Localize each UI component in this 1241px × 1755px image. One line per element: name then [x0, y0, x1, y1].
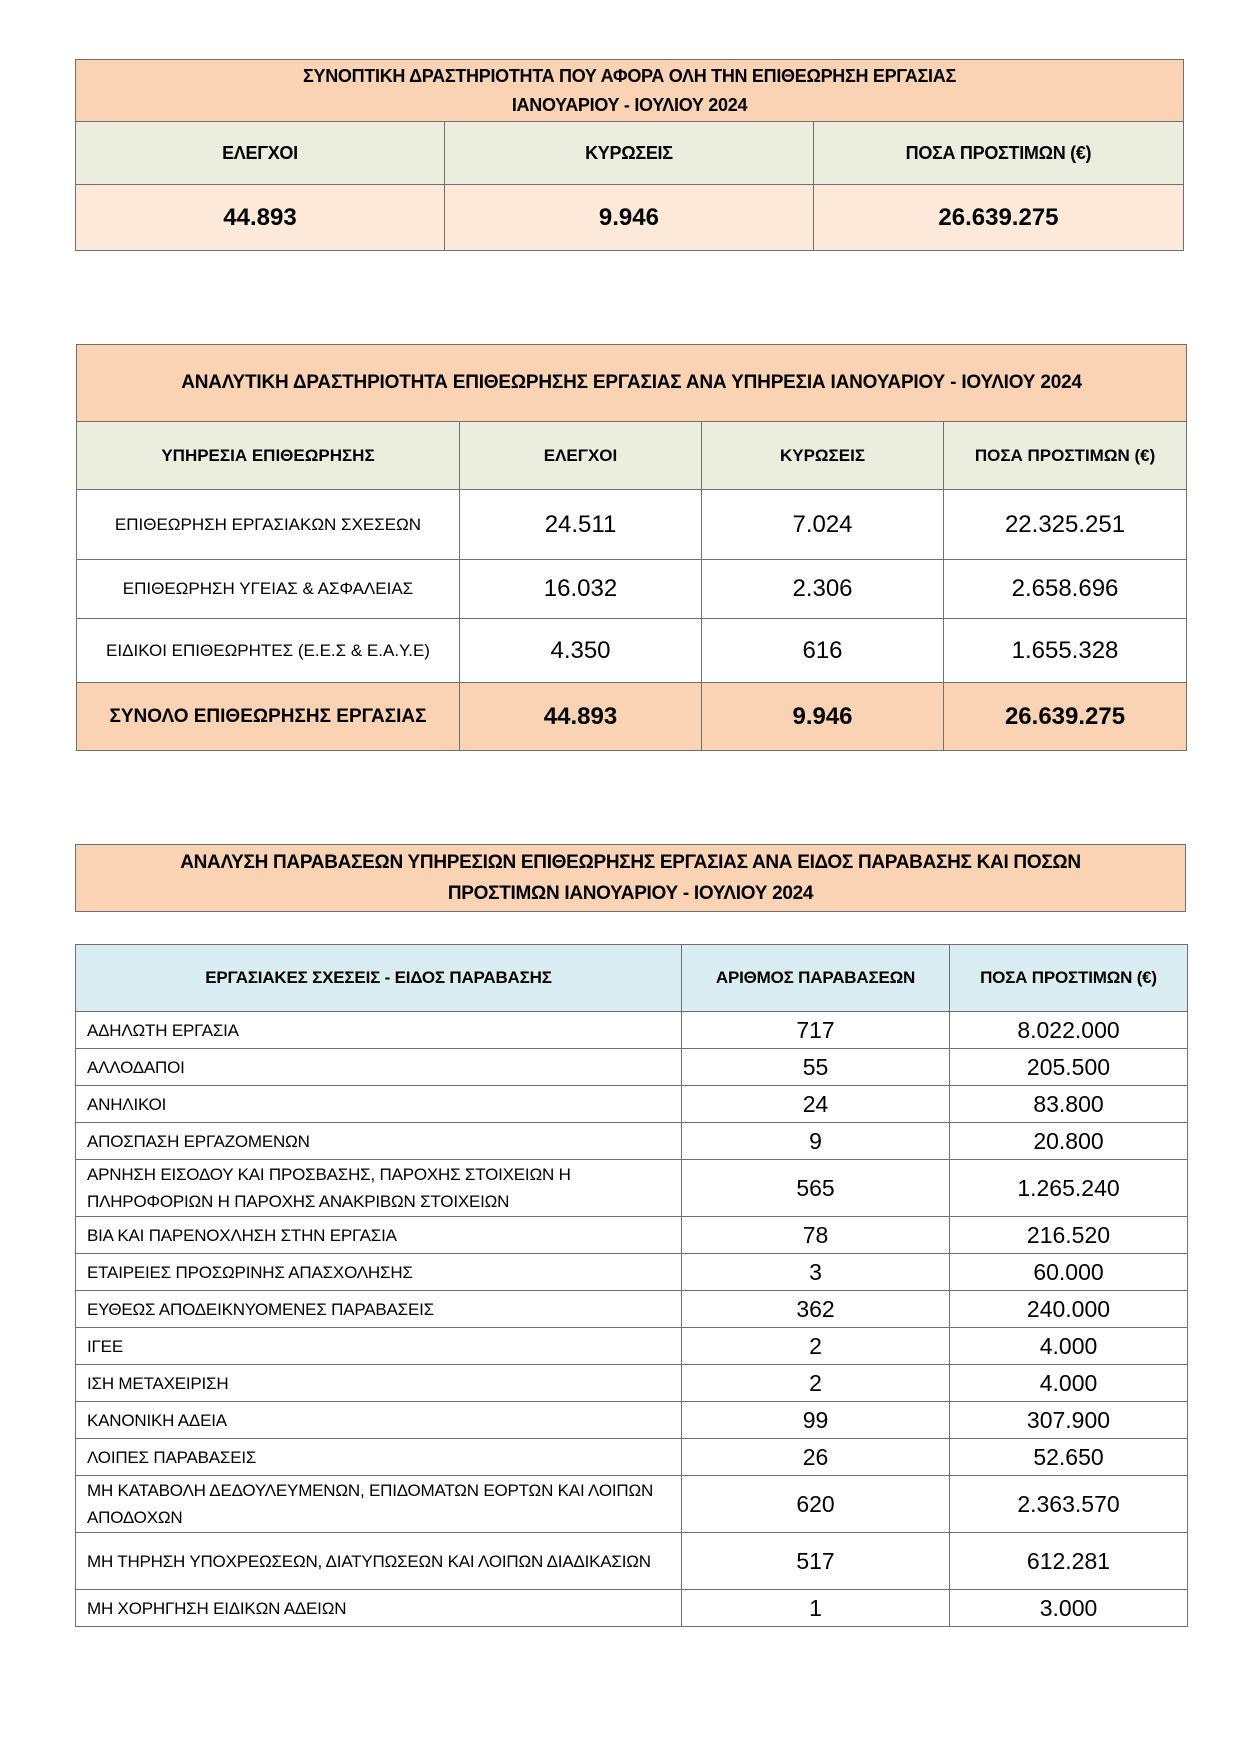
violation-fines: 1.265.240 [950, 1160, 1188, 1217]
summary-value-fines: 26.639.275 [813, 185, 1183, 251]
table-row [76, 1254, 1188, 1291]
violation-count: 26 [682, 1439, 950, 1476]
violation-type: ΚΑΝΟΝΙΚΗ ΑΔΕΙΑ [76, 1402, 682, 1439]
table-row [76, 1365, 1188, 1402]
violation-type: ΒΙΑ ΚΑΙ ΠΑΡΕΝΟΧΛΗΣΗ ΣΤΗΝ ΕΡΓΑΣΙΑ [76, 1217, 682, 1254]
violations-title [76, 845, 1186, 912]
violation-fines: 3.000 [950, 1590, 1188, 1627]
violation-count: 99 [682, 1402, 950, 1439]
table-row [77, 490, 1187, 560]
violations-header-type: ΕΡΓΑΣΙΑΚΕΣ ΣΧΕΣΕΙΣ - ΕΙΔΟΣ ΠΑΡΑΒΑΣΗΣ [76, 945, 682, 1012]
violation-type: ΜΗ ΧΟΡΗΓΗΣΗ ΕΙΔΙΚΩΝ ΑΔΕΙΩΝ [76, 1590, 682, 1627]
violation-type: ΑΛΛΟΔΑΠΟΙ [76, 1049, 682, 1086]
by-service-header-sanctions: ΚΥΡΩΣΕΙΣ [702, 422, 944, 490]
summary-table [75, 59, 1184, 251]
violation-fines: 52.650 [950, 1439, 1188, 1476]
violations-title-line1: ΑΝΑΛΥΣΗ ΠΑΡΑΒΑΣΕΩΝ ΥΠΗΡΕΣΙΩΝ ΕΠΙΘΕΩΡΗΣΗΣ ΕΡΓΑΣΙΑΣ ΑΝΑ ΕΙΔΟΣ ΠΑΡΑΒΑΣΗΣ ΚΑΙ ΠΟΣΩΝ [180, 852, 1081, 873]
violation-count: 717 [682, 1012, 950, 1049]
service-name: ΕΠΙΘΕΩΡΗΣΗ ΕΡΓΑΣΙΑΚΩΝ ΣΧΕΣΕΩΝ [77, 490, 460, 560]
violation-type: ΕΤΑΙΡΕΙΕΣ ΠΡΟΣΩΡΙΝΗΣ ΑΠΑΣΧΟΛΗΣΗΣ [76, 1254, 682, 1291]
violation-fines: 20.800 [950, 1123, 1188, 1160]
violation-count: 9 [682, 1123, 950, 1160]
violation-count: 620 [682, 1476, 950, 1533]
service-name: ΕΠΙΘΕΩΡΗΣΗ ΥΓΕΙΑΣ & ΑΣΦΑΛΕΙΑΣ [77, 560, 460, 619]
violation-count: 3 [682, 1254, 950, 1291]
violation-type: ΑΔΗΛΩΤΗ ΕΡΓΑΣΙΑ [76, 1012, 682, 1049]
table-row [76, 1439, 1188, 1476]
table-row [76, 1590, 1188, 1627]
violation-type: ΜΗ ΚΑΤΑΒΟΛΗ ΔΕΔΟΥΛΕΥΜΕΝΩΝ, ΕΠΙΔΟΜΑΤΩΝ ΕΟΡΤΩΝ ΚΑΙ ΛΟΙΠΩΝ ΑΠΟΔΟΧΩΝ [76, 1476, 682, 1533]
violation-fines: 612.281 [950, 1533, 1188, 1590]
by-service-table [76, 344, 1187, 751]
service-checks: 24.511 [460, 490, 702, 560]
violation-type: ΙΓΕΕ [76, 1328, 682, 1365]
summary-value-checks: 44.893 [76, 185, 445, 251]
summary-value-sanctions: 9.946 [444, 185, 813, 251]
table-row [76, 1291, 1188, 1328]
violation-count: 55 [682, 1049, 950, 1086]
violation-fines: 60.000 [950, 1254, 1188, 1291]
service-checks: 16.032 [460, 560, 702, 619]
violations-title-box [75, 844, 1186, 912]
violations-header-count: ΑΡΙΘΜΟΣ ΠΑΡΑΒΑΣΕΩΝ [682, 945, 950, 1012]
violation-count: 78 [682, 1217, 950, 1254]
table-row [77, 560, 1187, 619]
violations-title-line2: ΠΡΟΣΤΙΜΩΝ ΙΑΝΟΥΑΡΙΟΥ - ΙΟΥΛΙΟΥ 2024 [447, 883, 814, 904]
table-row [77, 619, 1187, 683]
violation-fines: 240.000 [950, 1291, 1188, 1328]
violations-table [75, 944, 1188, 1627]
total-row [77, 683, 1187, 751]
table-row [76, 1086, 1188, 1123]
table-row [76, 1049, 1188, 1086]
violation-type: ΛΟΙΠΕΣ ΠΑΡΑΒΑΣΕΙΣ [76, 1439, 682, 1476]
summary-title-line2: ΙΑΝΟΥΑΡΙΟΥ - ΙΟΥΛΙΟΥ 2024 [511, 94, 748, 115]
service-checks: 4.350 [460, 619, 702, 683]
by-service-header-fines: ΠΟΣΑ ΠΡΟΣΤΙΜΩΝ (€) [944, 422, 1187, 490]
violation-type: ΑΝΗΛΙΚΟΙ [76, 1086, 682, 1123]
violation-type: ΑΡΝΗΣΗ ΕΙΣΟΔΟΥ ΚΑΙ ΠΡΟΣΒΑΣΗΣ, ΠΑΡΟΧΗΣ ΣΤΟΙΧΕΙΩΝ Η ΠΛΗΡΟΦΟΡΙΩΝ Η ΠΑΡΟΧΗΣ ΑΝΑΚΡΙΒΩΝ ΣΤΟΙΧΕΙΩΝ [76, 1160, 682, 1217]
violation-fines: 205.500 [950, 1049, 1188, 1086]
service-sanctions: 2.306 [702, 560, 944, 619]
violation-fines: 2.363.570 [950, 1476, 1188, 1533]
total-checks: 44.893 [460, 683, 702, 751]
service-sanctions: 7.024 [702, 490, 944, 560]
violation-fines: 4.000 [950, 1328, 1188, 1365]
violation-type: ΙΣΗ ΜΕΤΑΧΕΙΡΙΣΗ [76, 1365, 682, 1402]
violation-fines: 83.800 [950, 1086, 1188, 1123]
by-service-title: ΑΝΑΛΥΤΙΚΗ ΔΡΑΣΤΗΡΙΟΤΗΤΑ ΕΠΙΘΕΩΡΗΣΗΣ ΕΡΓΑΣΙΑΣ ΑΝΑ ΥΠΗΡΕΣΙΑ ΙΑΝΟΥΑΡΙΟΥ - ΙΟΥΛΙΟΥ 2024 [77, 345, 1187, 422]
total-fines: 26.639.275 [944, 683, 1187, 751]
service-name: ΕΙΔΙΚΟΙ ΕΠΙΘΕΩΡΗΤΕΣ (Ε.Ε.Σ & Ε.Α.Υ.Ε) [77, 619, 460, 683]
table-row [76, 1476, 1188, 1533]
violation-fines: 307.900 [950, 1402, 1188, 1439]
table-row [76, 1328, 1188, 1365]
table-row [76, 1217, 1188, 1254]
summary-title [76, 60, 1184, 122]
summary-title-line1: ΣΥΝΟΠΤΙΚΗ ΔΡΑΣΤΗΡΙΟΤΗΤΑ ΠΟΥ ΑΦΟΡΑ ΟΛΗ ΤΗΝ ΕΠΙΘΕΩΡΗΣΗ ΕΡΓΑΣΙΑΣ [303, 65, 956, 86]
service-fines: 22.325.251 [944, 490, 1187, 560]
table-row [76, 1533, 1188, 1590]
violation-count: 517 [682, 1533, 950, 1590]
table-row [76, 1012, 1188, 1049]
by-service-header-service: ΥΠΗΡΕΣΙΑ ΕΠΙΘΕΩΡΗΣΗΣ [77, 422, 460, 490]
service-fines: 1.655.328 [944, 619, 1187, 683]
total-sanctions: 9.946 [702, 683, 944, 751]
violations-header-fines: ΠΟΣΑ ΠΡΟΣΤΙΜΩΝ (€) [950, 945, 1188, 1012]
violation-type: ΜΗ ΤΗΡΗΣΗ ΥΠΟΧΡΕΩΣΕΩΝ, ΔΙΑΤΥΠΩΣΕΩΝ ΚΑΙ ΛΟΙΠΩΝ ΔΙΑΔΙΚΑΣΙΩΝ [76, 1533, 682, 1590]
violation-count: 2 [682, 1365, 950, 1402]
violation-count: 565 [682, 1160, 950, 1217]
violation-fines: 216.520 [950, 1217, 1188, 1254]
summary-header-fines: ΠΟΣΑ ΠΡΟΣΤΙΜΩΝ (€) [813, 122, 1183, 185]
violation-count: 24 [682, 1086, 950, 1123]
total-label: ΣΥΝΟΛΟ ΕΠΙΘΕΩΡΗΣΗΣ ΕΡΓΑΣΙΑΣ [77, 683, 460, 751]
service-sanctions: 616 [702, 619, 944, 683]
violation-count: 1 [682, 1590, 950, 1627]
by-service-header-checks: ΕΛΕΓΧΟΙ [460, 422, 702, 490]
summary-header-checks: ΕΛΕΓΧΟΙ [76, 122, 445, 185]
table-row [76, 1123, 1188, 1160]
violation-count: 362 [682, 1291, 950, 1328]
violation-count: 2 [682, 1328, 950, 1365]
summary-header-sanctions: ΚΥΡΩΣΕΙΣ [444, 122, 813, 185]
violation-fines: 8.022.000 [950, 1012, 1188, 1049]
table-row [76, 1402, 1188, 1439]
violation-type: ΑΠΟΣΠΑΣΗ ΕΡΓΑΖΟΜΕΝΩΝ [76, 1123, 682, 1160]
table-row [76, 1160, 1188, 1217]
violation-fines: 4.000 [950, 1365, 1188, 1402]
violation-type: ΕΥΘΕΩΣ ΑΠΟΔΕΙΚΝΥΟΜΕΝΕΣ ΠΑΡΑΒΑΣΕΙΣ [76, 1291, 682, 1328]
service-fines: 2.658.696 [944, 560, 1187, 619]
